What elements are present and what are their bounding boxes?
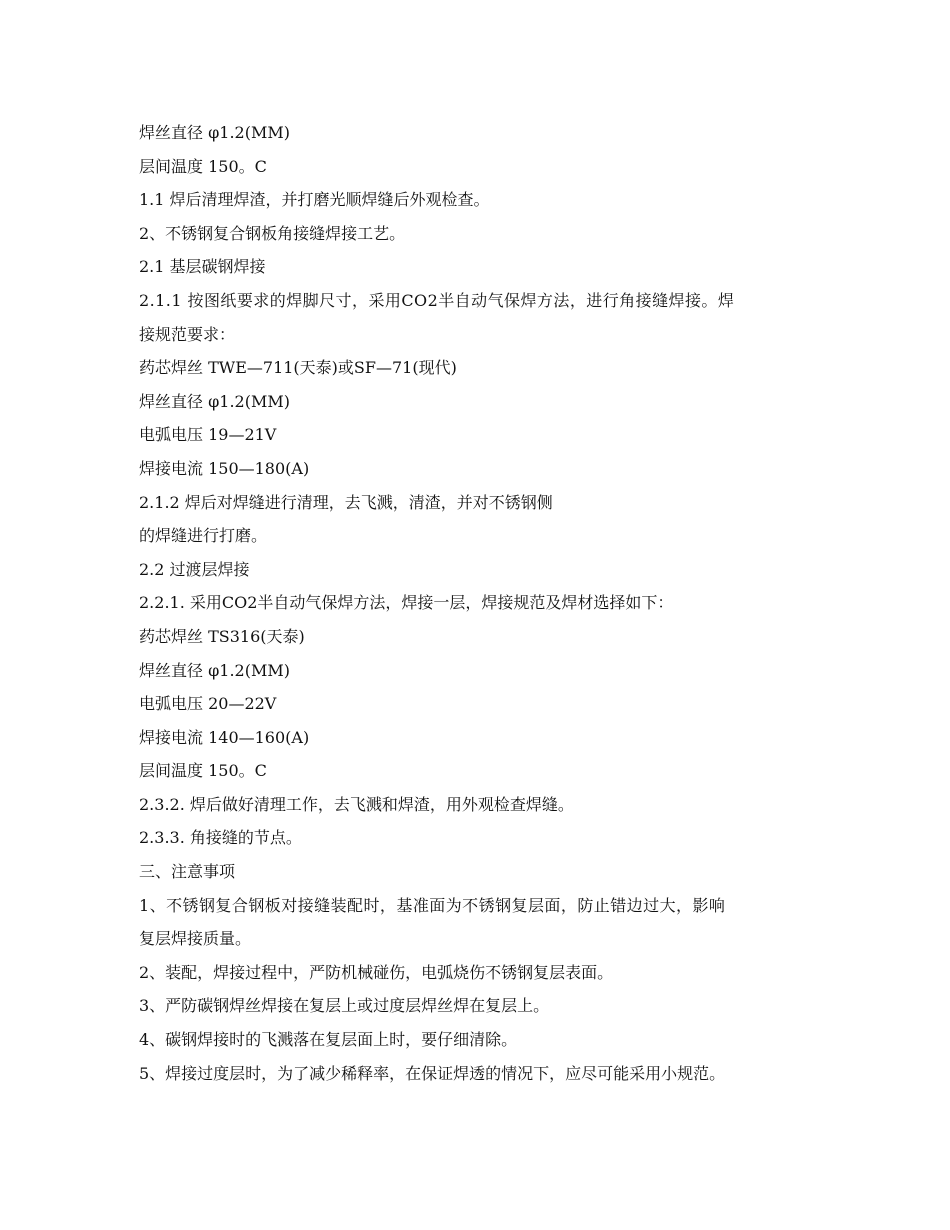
text-line-6: 2.1.1 按图纸要求的焊脚尺寸，采用CO2半自动气保焊方法，进行角接缝焊接。焊 bbox=[139, 290, 735, 310]
text-line-28: 4、碳钢焊接时的飞溅落在复层面上时，要仔细清除。 bbox=[139, 1030, 518, 1050]
text-line-22: 2.3.3. 角接缝的节点。 bbox=[139, 828, 302, 848]
text-line-15: 2.2.1. 采用CO2半自动气保焊方法，焊接一层，焊接规范及焊材选择如下： bbox=[139, 593, 674, 613]
text-line-19: 焊接电流 140—160(A) bbox=[139, 727, 310, 747]
subsection-heading-2-1: 2.1 基层碳钢焊接 bbox=[139, 257, 266, 277]
text-line-17: 焊丝直径 φ1.2(MM) bbox=[139, 660, 290, 680]
text-line-25: 复层焊接质量。 bbox=[139, 929, 252, 949]
section-heading-3: 三、注意事项 bbox=[139, 862, 236, 882]
text-line-2: 层间温度 150。C bbox=[139, 156, 267, 176]
text-line-24: 1、不锈钢复合钢板对接缝装配时，基准面为不锈钢复层面，防止错边过大，影响 bbox=[139, 895, 726, 915]
text-line-12: 2.1.2 焊后对焊缝进行清理，去飞溅，清渣，并对不锈钢侧 bbox=[139, 492, 553, 512]
section-heading-2: 2、不锈钢复合钢板角接缝焊接工艺。 bbox=[139, 223, 406, 243]
text-line-11: 焊接电流 150—180(A) bbox=[139, 458, 310, 478]
document-body bbox=[139, 116, 819, 1090]
subsection-heading-2-2: 2.2 过渡层焊接 bbox=[139, 559, 250, 579]
text-line-9: 焊丝直径 φ1.2(MM) bbox=[139, 391, 290, 411]
text-line-10: 电弧电压 19—21V bbox=[139, 425, 277, 445]
text-line-20: 层间温度 150。C bbox=[139, 761, 267, 781]
text-line-21: 2.3.2. 焊后做好清理工作，去飞溅和焊渣，用外观检查焊缝。 bbox=[139, 794, 574, 814]
text-line-8: 药芯焊丝 TWE—711(天泰)或SF—71(现代) bbox=[139, 358, 457, 378]
text-line-18: 电弧电压 20—22V bbox=[139, 694, 277, 714]
text-line-13: 的焊缝进行打磨。 bbox=[139, 526, 268, 546]
text-line-26: 2、装配，焊接过程中，严防机械碰伤，电弧烧伤不锈钢复层表面。 bbox=[139, 962, 614, 982]
text-line-1: 焊丝直径 φ1.2(MM) bbox=[139, 123, 290, 142]
text-line-27: 3、严防碳钢焊丝焊接在复层上或过度层焊丝焊在复层上。 bbox=[139, 996, 550, 1016]
text-line-3: 1.1 焊后清理焊渣，并打磨光顺焊缝后外观检查。 bbox=[139, 190, 490, 210]
text-line-16: 药芯焊丝 TS316(天泰) bbox=[139, 626, 305, 646]
text-line-7: 接规范要求： bbox=[139, 324, 236, 344]
text-line-29: 5、焊接过度层时，为了减少稀释率，在保证焊透的情况下，应尽可能采用小规范。 bbox=[139, 1063, 726, 1083]
